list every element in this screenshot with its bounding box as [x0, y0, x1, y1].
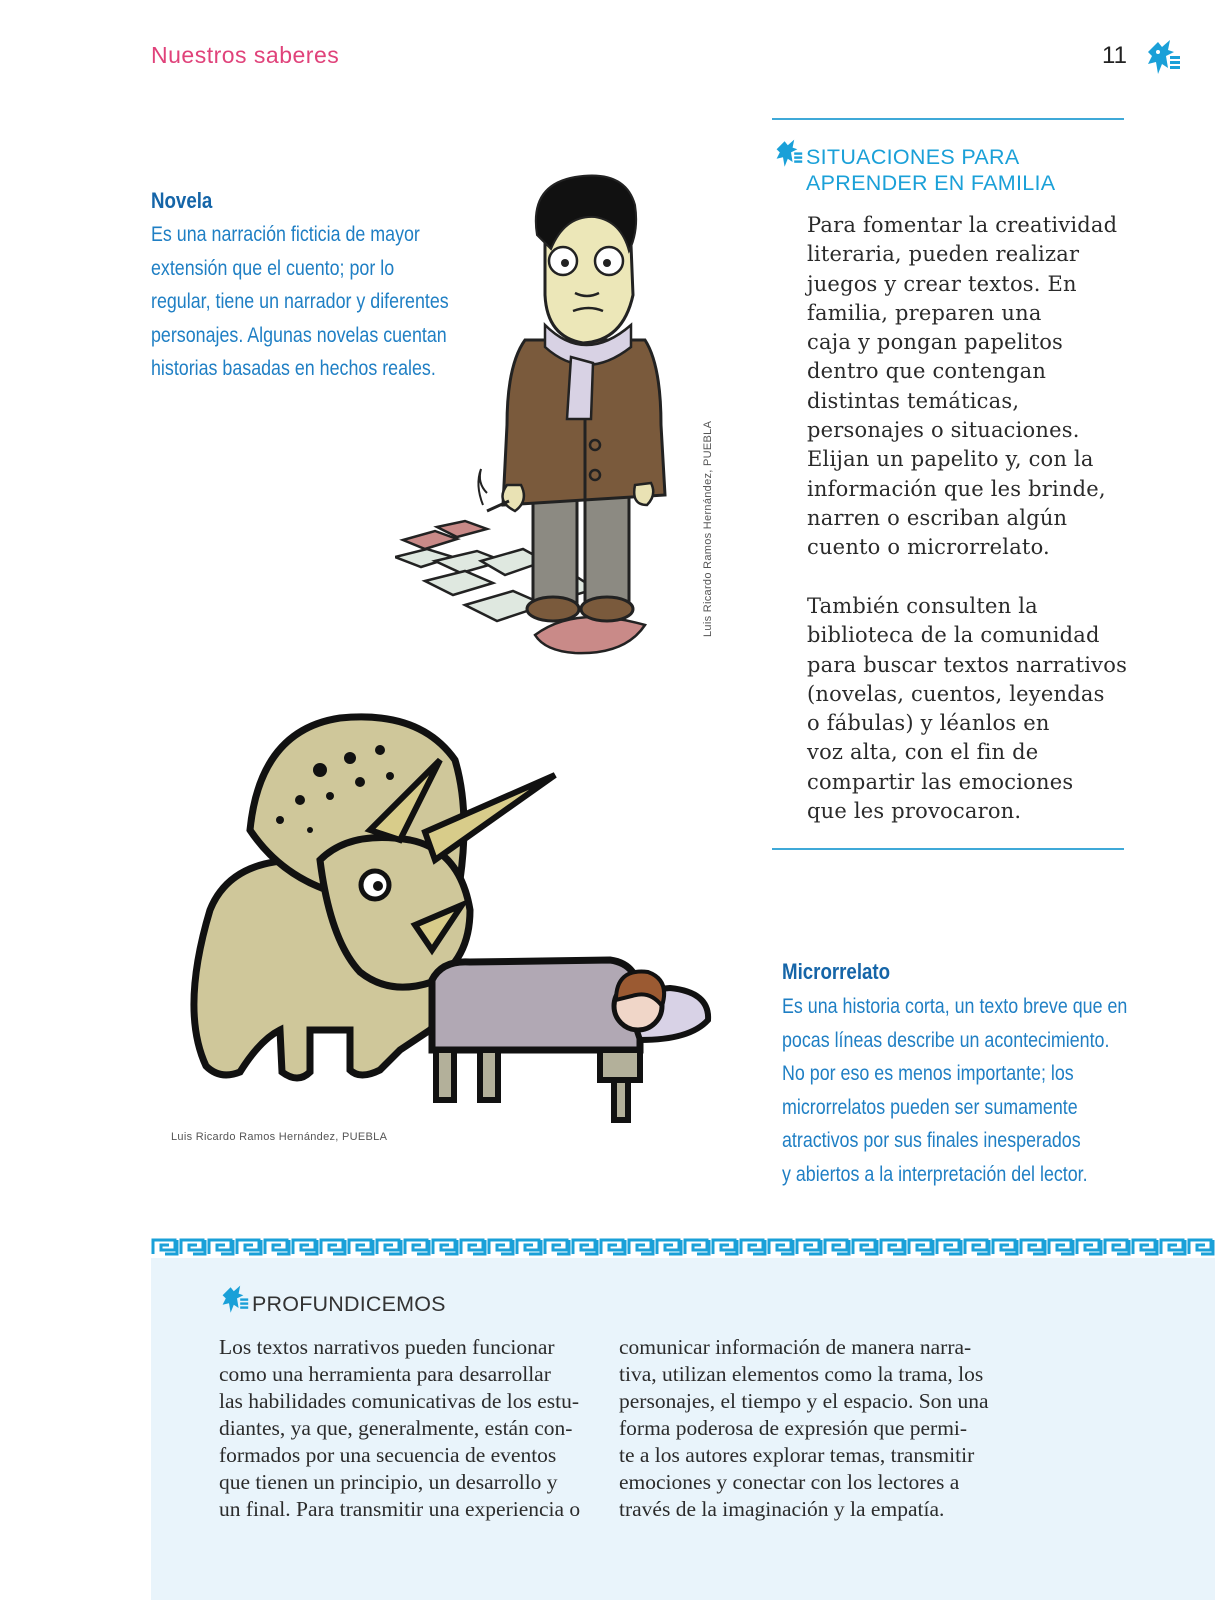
prof-line: comunicar información de manera narra-	[619, 1335, 972, 1359]
novela-line: historias basadas en hechos reales.	[151, 357, 436, 380]
section-title: Nuestros saberes	[151, 42, 340, 68]
family-line: narren o escriban algún	[807, 505, 1068, 530]
family-line: para buscar textos narrativos	[807, 652, 1128, 677]
feathered-serpent-icon	[1140, 38, 1182, 78]
profundicemos-column-1	[219, 1334, 595, 1523]
feathered-serpent-icon	[770, 138, 804, 170]
page-number: 11	[1102, 42, 1127, 69]
family-line: que les provocaron.	[807, 799, 1022, 824]
microrrelato-line: Es una historia corta, un texto breve que en	[782, 995, 1128, 1018]
family-box-top-rule	[772, 118, 1124, 120]
family-line: caja y pongan papelitos	[807, 330, 1064, 355]
family-heading-line: APRENDER EN FAMILIA	[806, 171, 1056, 195]
prof-line: emociones y conectar con los lectores a	[619, 1470, 960, 1494]
family-paragraph-2	[807, 592, 1127, 826]
prof-line: personajes, el tiempo y el espacio. Son una	[619, 1389, 989, 1413]
profundicemos-heading: PROFUNDICEMOS	[252, 1292, 446, 1316]
feathered-serpent-icon	[216, 1284, 250, 1316]
greek-fret-border	[151, 1236, 1215, 1258]
prof-line: través de la imaginación y la empatía.	[619, 1497, 945, 1521]
microrrelato-line: No por eso es menos importante; los	[782, 1062, 1074, 1085]
novela-line: extensión que el cuento; por lo	[151, 256, 395, 280]
novela-line: Es una narración ficticia de mayor	[151, 223, 420, 246]
novela-line: regular, tiene un narrador y diferentes	[151, 290, 449, 313]
microrrelato-line: y abiertos a la interpretación del lector.	[782, 1162, 1088, 1186]
family-line: distintas temáticas,	[807, 388, 1020, 413]
prof-line: Los textos narrativos pueden funcionar	[219, 1335, 555, 1359]
family-line: Para fomentar la creatividad	[807, 213, 1118, 237]
microrrelato-title: Microrrelato	[782, 959, 891, 984]
family-line: familia, preparen una	[807, 300, 1042, 325]
prof-line: un final. Para transmitir una experiencia o	[219, 1497, 581, 1521]
prof-line: las habilidades comunicativas de los estu-	[219, 1389, 580, 1413]
triceratops-and-sleeping-child-illustration	[170, 710, 730, 1150]
family-line: o fábulas) y léanlos en	[807, 711, 1050, 736]
prof-line: forma poderosa de expresión que permi-	[619, 1416, 968, 1440]
novela-line: personajes. Algunas novelas cuentan	[151, 323, 447, 347]
microrrelato-line: microrrelatos pueden ser sumamente	[782, 1095, 1078, 1119]
family-line: literaria, pueden realizar	[807, 242, 1080, 267]
microrrelato-line: pocas líneas describe un acontecimiento.	[782, 1028, 1110, 1052]
family-line: biblioteca de la comunidad	[807, 623, 1100, 648]
family-line: También consulten la	[807, 594, 1038, 618]
man-with-scarf-illustration	[395, 165, 695, 665]
family-line: personajes o situaciones.	[807, 418, 1080, 443]
prof-line: te a los autores explorar temas, transmitir	[619, 1443, 975, 1467]
prof-line: diantes, ya que, generalmente, están con-	[219, 1416, 573, 1440]
family-line: voz alta, con el fin de	[807, 740, 1039, 765]
man-illustration-credit: Luis Ricardo Ramos Hernández, PUEBLA	[702, 420, 714, 637]
profundicemos-column-2	[619, 1334, 995, 1523]
microrrelato-line: atractivos por sus finales inesperados	[782, 1129, 1081, 1152]
prof-line: tiva, utilizan elementos como la trama, los	[619, 1362, 984, 1386]
microrrelato-definition	[782, 990, 1127, 1191]
family-line: (novelas, cuentos, leyendas	[807, 681, 1105, 706]
family-line: compartir las emociones	[807, 769, 1074, 794]
family-line: juegos y crear textos. En	[807, 271, 1077, 296]
family-line: Elijan un papelito y, con la	[807, 447, 1094, 472]
dinosaur-illustration-credit: Luis Ricardo Ramos Hernández, PUEBLA	[171, 1131, 388, 1143]
family-line: información que les brinde,	[807, 476, 1106, 501]
prof-line: que tienen un principio, un desarrollo y	[219, 1470, 558, 1494]
family-line: cuento o microrrelato.	[807, 535, 1050, 560]
family-line: dentro que contengan	[807, 359, 1047, 384]
novela-title: Novela	[151, 188, 213, 213]
family-box-bottom-rule	[772, 848, 1124, 850]
family-heading-line: SITUACIONES PARA	[806, 145, 1020, 169]
family-paragraph-1	[807, 211, 1117, 563]
family-box-heading	[806, 144, 1055, 196]
prof-line: como una herramienta para desarrollar	[219, 1362, 551, 1386]
prof-line: formados por una secuencia de eventos	[219, 1443, 557, 1467]
